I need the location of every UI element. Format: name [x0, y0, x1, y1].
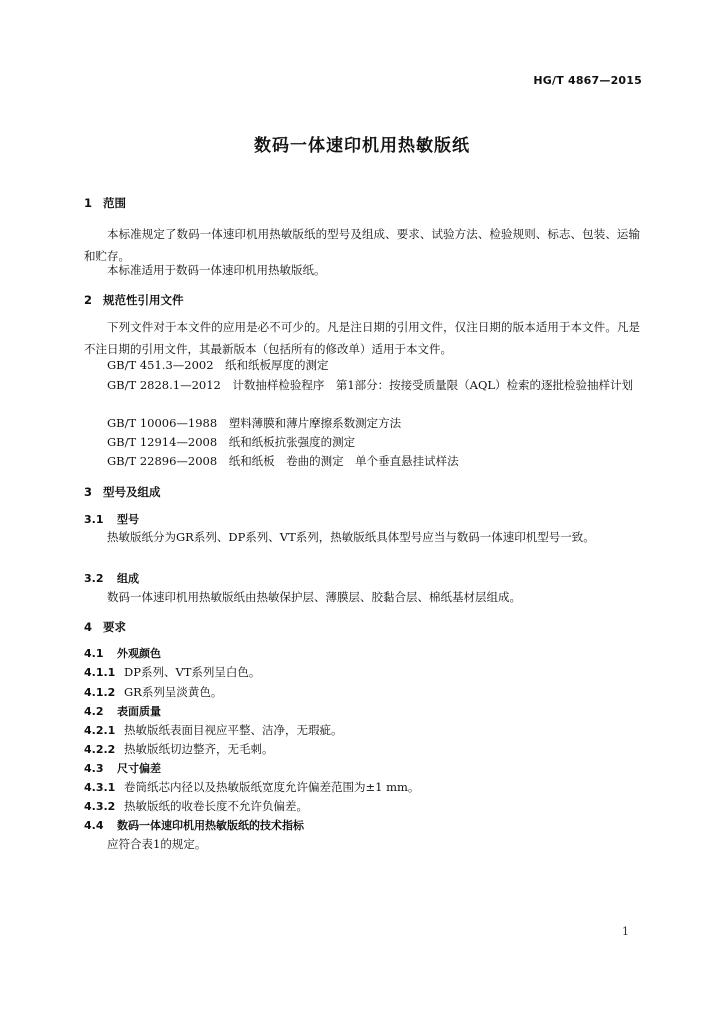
- subsection-title: 尺寸偏差: [117, 762, 161, 775]
- section-title: 要求: [103, 620, 126, 634]
- paragraph-technical-indicators: 应符合表1的规定。: [107, 837, 207, 851]
- clause-number: 4.2.1: [84, 724, 116, 737]
- clause-4-2-2: [84, 741, 274, 757]
- section-number: 2: [84, 293, 93, 307]
- subsection-number: 3.2: [84, 572, 104, 585]
- clause-text: 热敏版纸表面目视应平整、洁净，无瑕疵。: [124, 723, 343, 737]
- paragraph-references-intro: 下列文件对于本文件的应用是必不可少的。凡是注日期的引用文件，仅注日期的版本适用于本文件。凡是不注日期的引用文件，其最新版本（包括所有的修改单）适用于本文件。: [84, 320, 640, 356]
- clause-text: GR系列呈淡黄色。: [124, 685, 223, 699]
- section-title: 型号及组成: [103, 485, 161, 499]
- clause-4-3-1: [84, 779, 419, 795]
- reference-item: GB/T 22896—2008 纸和纸板 卷曲的测定 单个垂直悬挂试样法: [107, 454, 459, 468]
- subsection-title: 数码一体速印机用热敏版纸的技术指标: [117, 819, 304, 832]
- section-1-heading: [84, 195, 126, 211]
- subsection-3-1-heading: [84, 511, 139, 527]
- clause-text: 热敏版纸的收卷长度不允许负偏差。: [124, 799, 308, 813]
- paragraph-model: 热敏版纸分为GR系列、DP系列、VT系列，热敏版纸具体型号应当与数码一体速印机型号一致。: [107, 530, 595, 544]
- clause-number: 4.3.1: [84, 781, 116, 794]
- subsection-4-2-heading: [84, 703, 161, 719]
- clause-text: 热敏版纸切边整齐，无毛刺。: [124, 742, 274, 756]
- subsection-number: 4.1: [84, 647, 104, 660]
- section-title: 规范性引用文件: [103, 293, 184, 307]
- clause-text: DP系列、VT系列呈白色。: [124, 665, 261, 679]
- section-number: 3: [84, 485, 93, 499]
- reference-item: GB/T 12914—2008 纸和纸板抗张强度的测定: [107, 435, 356, 449]
- clause-number: 4.2.2: [84, 743, 116, 756]
- clause-text: 卷筒纸芯内径以及热敏版纸宽度允许偏差范围为±1 mm。: [124, 780, 420, 794]
- section-number: 1: [84, 196, 93, 210]
- clause-4-3-2: [84, 798, 308, 814]
- subsection-4-1-heading: [84, 645, 161, 661]
- section-3-heading: [84, 484, 161, 500]
- paragraph-composition: 数码一体速印机用热敏版纸由热敏保护层、薄膜层、胶黏合层、棉纸基材层组成。: [107, 590, 521, 604]
- document-title: 数码一体速印机用热敏版纸: [254, 136, 470, 156]
- standard-code: HG/T 4867—2015: [533, 74, 642, 87]
- subsection-number: 4.2: [84, 705, 104, 718]
- section-number: 4: [84, 620, 93, 634]
- subsection-3-2-heading: [84, 570, 139, 586]
- reference-item: GB/T 451.3—2002 纸和纸板厚度的测定: [107, 358, 329, 372]
- section-title: 范围: [103, 196, 126, 210]
- subsection-4-3-heading: [84, 760, 161, 776]
- clause-number: 4.1.1: [84, 666, 116, 679]
- clause-4-1-1: [84, 664, 260, 680]
- subsection-4-4-heading: [84, 817, 304, 833]
- clause-4-2-1: [84, 722, 343, 738]
- subsection-number: 4.4: [84, 819, 104, 832]
- clause-number: 4.3.2: [84, 800, 116, 813]
- clause-number: 4.1.2: [84, 686, 116, 699]
- reference-item: GB/T 10006—1988 塑料薄膜和薄片摩擦系数测定方法: [107, 416, 402, 430]
- paragraph-scope-1: 本标准规定了数码一体速印机用热敏版纸的型号及组成、要求、试验方法、检验规则、标志、包装、运输和贮存。: [84, 227, 640, 263]
- subsection-title: 组成: [117, 572, 139, 585]
- subsection-title: 型号: [117, 513, 139, 526]
- paragraph-scope-2: 本标准适用于数码一体速印机用热敏版纸。: [107, 263, 326, 277]
- subsection-number: 3.1: [84, 513, 104, 526]
- section-4-heading: [84, 619, 126, 635]
- subsection-title: 表面质量: [117, 705, 161, 718]
- subsection-title: 外观颜色: [117, 647, 161, 660]
- section-2-heading: [84, 292, 184, 308]
- reference-item: GB/T 2828.1—2012 计数抽样检验程序 第1部分：按接受质量限（AQL）检索的逐批检验抽样计划: [107, 378, 634, 392]
- page-number: 1: [622, 925, 629, 938]
- clause-4-1-2: [84, 684, 222, 700]
- subsection-number: 4.3: [84, 762, 104, 775]
